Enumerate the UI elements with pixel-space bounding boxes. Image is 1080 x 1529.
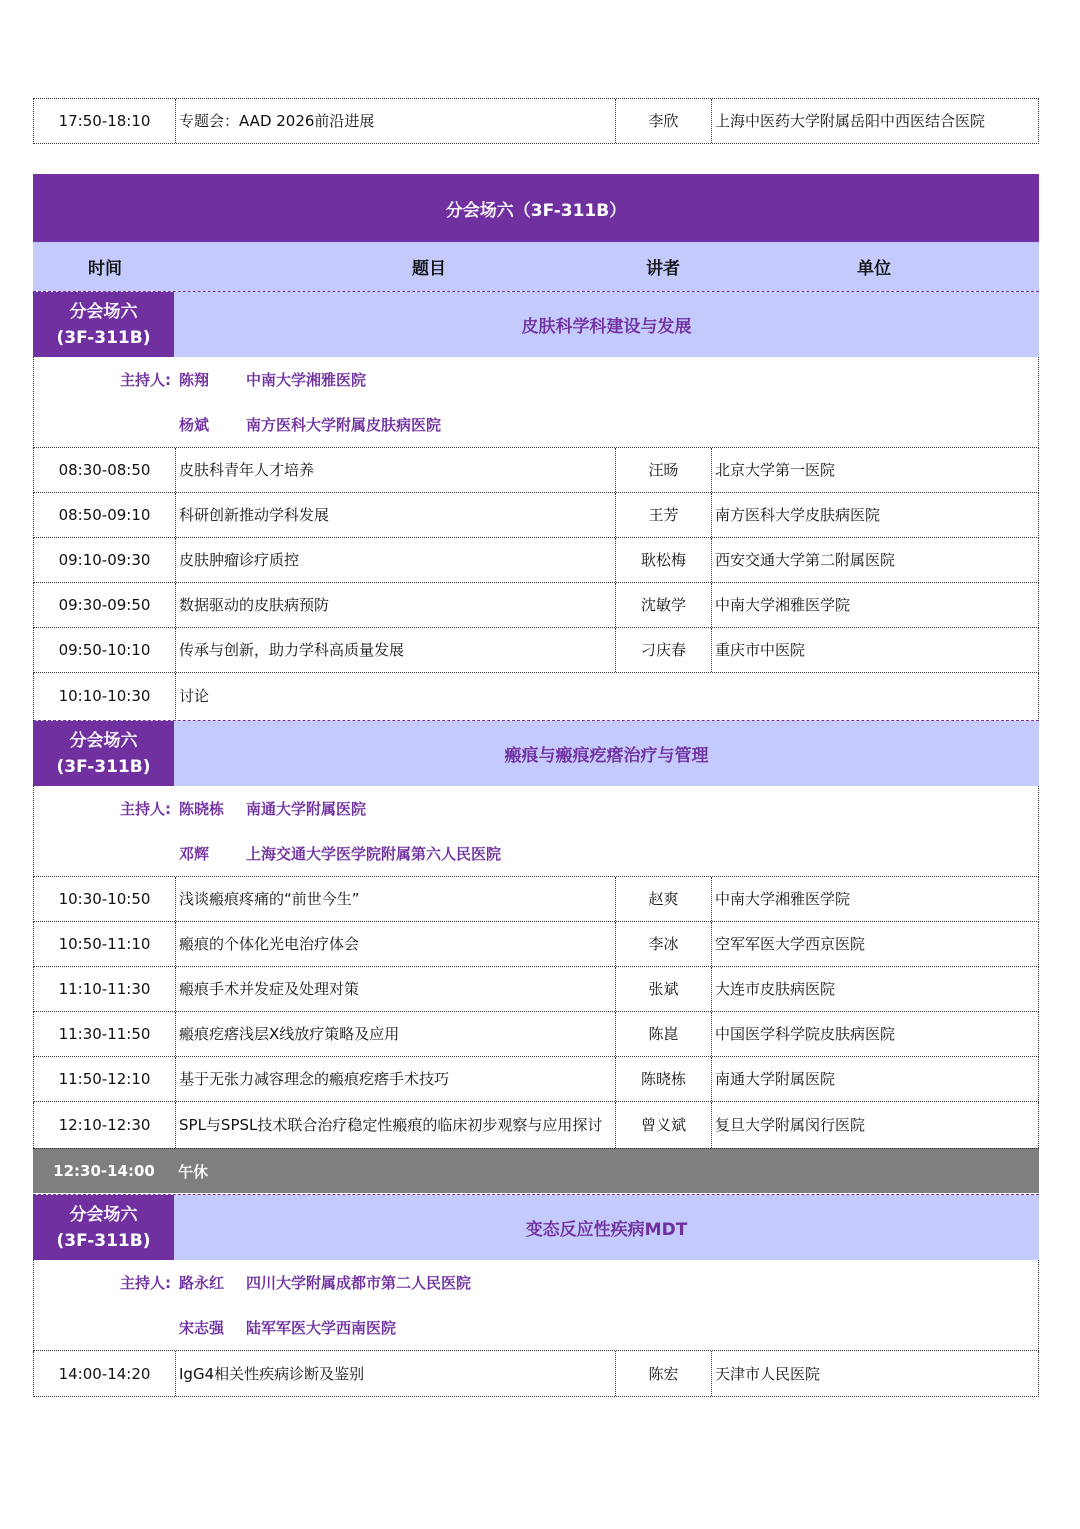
session-header	[33, 720, 1039, 786]
host-block	[33, 786, 1039, 877]
session-theme: 瘢痕与瘢痕疙瘩治疗与管理	[174, 721, 1039, 786]
header-speaker: 讲者	[646, 259, 680, 279]
unit-cell: 西安交通大学第二附属医院	[715, 551, 896, 569]
unit-cell: 天津市人民医院	[715, 1364, 821, 1383]
table-row	[33, 1351, 1039, 1397]
host-line	[34, 843, 1038, 863]
room-name: 分会场六	[69, 1204, 138, 1225]
table-row	[33, 448, 1039, 493]
break-time: 12:30-14:00	[53, 1162, 155, 1180]
discussion-row	[33, 673, 1039, 719]
lunch-break-row	[33, 1148, 1039, 1193]
time-cell: 08:30-08:50	[34, 448, 176, 492]
topic-cell: 浅谈瘢痕疼痛的“前世今生”	[176, 877, 616, 921]
speaker-cell: 陈宏	[616, 1351, 712, 1396]
speaker-cell: 赵爽	[616, 877, 712, 921]
time-cell: 17:50-18:10	[34, 99, 176, 143]
time-cell: 09:50-10:10	[34, 628, 176, 672]
unit-cell: 中国医学科学院皮肤病医院	[715, 1025, 896, 1043]
unit-cell: 中南大学湘雅医学院	[715, 890, 851, 908]
table-row	[33, 493, 1039, 538]
venue-title: 分会场六（3F-311B）	[445, 200, 627, 221]
topic-cell: 科研创新推动学科发展	[176, 493, 616, 537]
speaker-cell: 李冰	[616, 922, 712, 966]
column-header-row	[33, 242, 1039, 291]
session-theme: 皮肤科学科建设与发展	[174, 292, 1039, 357]
speaker-cell: 汪旸	[616, 448, 712, 492]
host-unit: 四川大学附属成都市第二人民医院	[246, 1273, 472, 1292]
topic-cell: 瘢痕疙瘩浅层X线放疗策略及应用	[176, 1012, 616, 1056]
table-row	[33, 98, 1039, 144]
speaker-cell: 沈敏学	[616, 583, 712, 627]
session-header	[33, 1194, 1039, 1260]
unit-cell: 北京大学第一医院	[715, 461, 836, 479]
session-theme: 变态反应性疾病MDT	[174, 1195, 1039, 1260]
host-name: 陈翔	[179, 370, 210, 389]
topic-cell: 讨论	[179, 687, 210, 705]
table-row	[33, 538, 1039, 583]
table-row	[33, 877, 1039, 922]
time-cell: 12:10-12:30	[34, 1102, 176, 1148]
host-line	[34, 798, 1038, 818]
header-topic: 题目	[412, 259, 446, 279]
session-1-table	[33, 448, 1039, 719]
time-cell: 14:00-14:20	[34, 1351, 176, 1396]
header-unit: 单位	[857, 259, 891, 279]
host-line	[34, 1317, 1038, 1337]
speaker-cell: 李欣	[616, 99, 712, 143]
topic-cell: 数据驱动的皮肤病预防	[176, 583, 616, 627]
session-3-table	[33, 1351, 1039, 1397]
header-time: 时间	[88, 259, 122, 279]
room-code: (3F-311B)	[56, 327, 151, 348]
host-line	[34, 414, 1038, 434]
table-row	[33, 583, 1039, 628]
topic-cell: SPL与SPSL技术联合治疗稳定性瘢痕的临床初步观察与应用探讨	[176, 1102, 616, 1148]
host-label: 主持人:	[120, 370, 171, 389]
time-cell: 11:50-12:10	[34, 1057, 176, 1101]
topic-cell: 专题会：AAD 2026前沿进展	[176, 99, 616, 143]
host-name: 邓辉	[179, 844, 210, 863]
host-unit: 中南大学湘雅医院	[246, 370, 367, 389]
prev-schedule-table	[33, 98, 1039, 144]
time-cell: 10:50-11:10	[34, 922, 176, 966]
host-name: 路永红	[179, 1273, 225, 1292]
host-name: 宋志强	[179, 1318, 225, 1337]
speaker-cell: 曾义斌	[616, 1102, 712, 1148]
unit-cell: 空军军医大学西京医院	[715, 935, 866, 953]
host-line	[34, 369, 1038, 389]
host-block	[33, 1260, 1039, 1351]
topic-cell: 皮肤科青年人才培养	[176, 448, 616, 492]
unit-cell: 南方医科大学皮肤病医院	[715, 506, 881, 524]
speaker-cell: 耿松梅	[616, 538, 712, 582]
room-label	[33, 1195, 174, 1260]
unit-cell: 复旦大学附属闵行医院	[715, 1116, 866, 1134]
topic-cell: 瘢痕手术并发症及处理对策	[176, 967, 616, 1011]
speaker-cell: 刁庆春	[616, 628, 712, 672]
table-row	[33, 922, 1039, 967]
speaker-cell: 张斌	[616, 967, 712, 1011]
host-unit: 南方医科大学附属皮肤病医院	[246, 415, 442, 434]
venue-title-bar	[33, 174, 1039, 242]
time-cell: 10:30-10:50	[34, 877, 176, 921]
session-2-table	[33, 877, 1039, 1148]
time-cell: 10:10-10:30	[34, 673, 176, 719]
host-unit: 上海交通大学医学院附属第六人民医院	[246, 844, 502, 863]
table-row	[33, 1102, 1039, 1148]
unit-cell: 重庆市中医院	[715, 641, 806, 659]
host-unit: 南通大学附属医院	[246, 799, 367, 818]
speaker-cell: 王芳	[616, 493, 712, 537]
topic-cell: 瘢痕的个体化光电治疗体会	[176, 922, 616, 966]
unit-cell: 大连市皮肤病医院	[715, 980, 836, 998]
time-cell: 11:10-11:30	[34, 967, 176, 1011]
time-cell: 11:30-11:50	[34, 1012, 176, 1056]
time-cell: 08:50-09:10	[34, 493, 176, 537]
room-label	[33, 721, 174, 786]
room-code: (3F-311B)	[56, 1230, 151, 1251]
room-name: 分会场六	[69, 301, 138, 322]
topic-cell: 传承与创新，助力学科高质量发展	[176, 628, 616, 672]
session-header	[33, 291, 1039, 357]
unit-cell: 南通大学附属医院	[715, 1070, 836, 1088]
room-code: (3F-311B)	[56, 756, 151, 777]
speaker-cell: 陈晓栋	[616, 1057, 712, 1101]
host-name: 杨斌	[179, 415, 210, 434]
time-cell: 09:30-09:50	[34, 583, 176, 627]
topic-cell: 皮肤肿瘤诊疗质控	[176, 538, 616, 582]
break-label: 午休	[178, 1162, 209, 1181]
host-label: 主持人:	[120, 1273, 171, 1292]
host-name: 陈晓栋	[179, 799, 225, 818]
table-row	[33, 967, 1039, 1012]
time-cell: 09:10-09:30	[34, 538, 176, 582]
topic-cell: IgG4相关性疾病诊断及鉴别	[176, 1351, 616, 1396]
host-block	[33, 357, 1039, 448]
table-row	[33, 1057, 1039, 1102]
unit-cell: 中南大学湘雅医学院	[715, 596, 851, 614]
table-row	[33, 628, 1039, 673]
speaker-cell: 陈崑	[616, 1012, 712, 1056]
table-row	[33, 1012, 1039, 1057]
host-line	[34, 1272, 1038, 1292]
unit-cell: 上海中医药大学附属岳阳中西医结合医院	[715, 112, 986, 130]
host-label: 主持人:	[120, 799, 171, 818]
room-label	[33, 292, 174, 357]
host-unit: 陆军军医大学西南医院	[246, 1318, 397, 1337]
room-name: 分会场六	[69, 730, 138, 751]
topic-cell: 基于无张力减容理念的瘢痕疙瘩手术技巧	[176, 1057, 616, 1101]
